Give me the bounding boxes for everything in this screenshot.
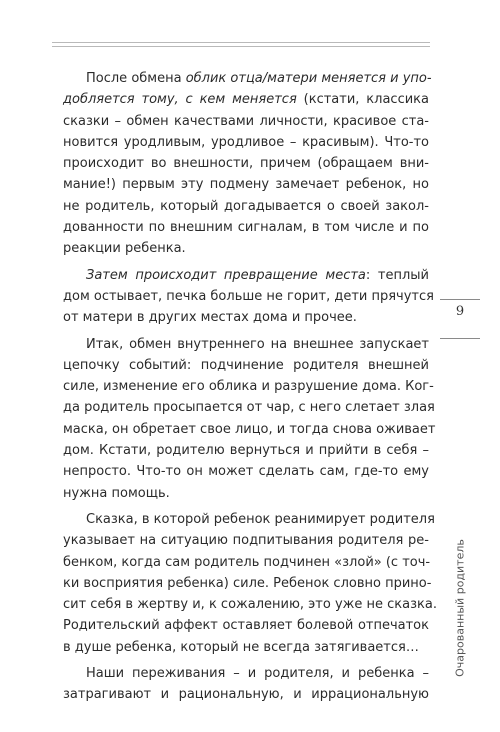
text-line	[63, 89, 429, 110]
text-line: сит себя в жертву и, к сожалению, это уже не сказка.	[63, 597, 437, 613]
page-number: 9	[455, 304, 465, 319]
page-number-rule-top	[440, 299, 480, 300]
header-rule-bottom	[52, 46, 430, 47]
italic-span: добляется тому, с кем меняется	[63, 92, 297, 108]
text-line: затрагивают и рациональную, и иррациональную	[63, 687, 429, 703]
text-line: не родитель, который догадывается о своей закол-	[63, 198, 429, 214]
text-line: нужна помощь.	[63, 485, 170, 501]
body-text	[63, 68, 437, 706]
text-line: дом. Кстати, родителю вернуться и прийти в себя –	[63, 443, 429, 459]
text-line: реакции ребенка.	[63, 241, 186, 257]
text-line: Итак, обмен внутреннего на внешнее запускает	[86, 336, 429, 352]
text-line: маска, он обретает свое лицо, и тогда снова оживает	[63, 421, 436, 437]
text-span: После обмена	[86, 71, 186, 86]
text-line: Сказка, в которой ребенок реанимирует родителя	[86, 511, 435, 527]
text-line	[63, 68, 432, 89]
text-line: цепочку событий: подчинение родителя внешней	[63, 357, 429, 373]
header-rule-top	[52, 42, 430, 43]
text-line: от матери в других местах дома и прочее.	[63, 310, 357, 326]
text-line: бенком, когда сам родитель подчинен «злой» (с точ-	[63, 554, 431, 570]
text-line: непросто. Что-то он может сделать сам, где-то ему	[63, 464, 429, 480]
text-line: в душе ребенка, который не всегда затягивается…	[63, 639, 419, 655]
text-line	[63, 265, 429, 286]
text-line: происходит во внешности, причем (обращаем вни-	[63, 156, 429, 172]
text-line: ки восприятия ребенка) силе. Ребенок словно прино-	[63, 575, 432, 591]
text-line: новится уродливым, уродливое – красивым). Что-то	[63, 134, 429, 150]
text-line: силе, изменение его облика и разрушение дома. Ког-	[63, 379, 434, 395]
text-line: мание!) первым эту подмену замечает ребенок, но	[63, 177, 429, 193]
page-number-rule-bottom	[440, 338, 480, 339]
text-line: да родитель просыпается от чар, с него слетает злая	[63, 400, 435, 416]
italic-span: Затем происходит превращение места	[86, 267, 366, 283]
running-title: Очарованный родитель	[453, 539, 467, 677]
text-line: дом остывает, печка больше не горит, дети прячутся	[63, 288, 434, 304]
text-line: дованности по внешним сигналам, в том числе и по	[63, 220, 429, 236]
text-span: (кстати, классика	[296, 92, 429, 108]
text-line: указывает на ситуацию подпитывания родителя ре-	[63, 533, 429, 549]
italic-span: облик отца/матери меняется и упо-	[185, 71, 432, 86]
text-line: Родительский аффект оставляет болевой отпечаток	[63, 618, 429, 634]
text-line: сказки – обмен качествами личности, красивое ста-	[63, 113, 429, 129]
text-line: Наши переживания – и родителя, и ребенка –	[86, 666, 429, 682]
text-span: : теплый	[365, 267, 430, 283]
